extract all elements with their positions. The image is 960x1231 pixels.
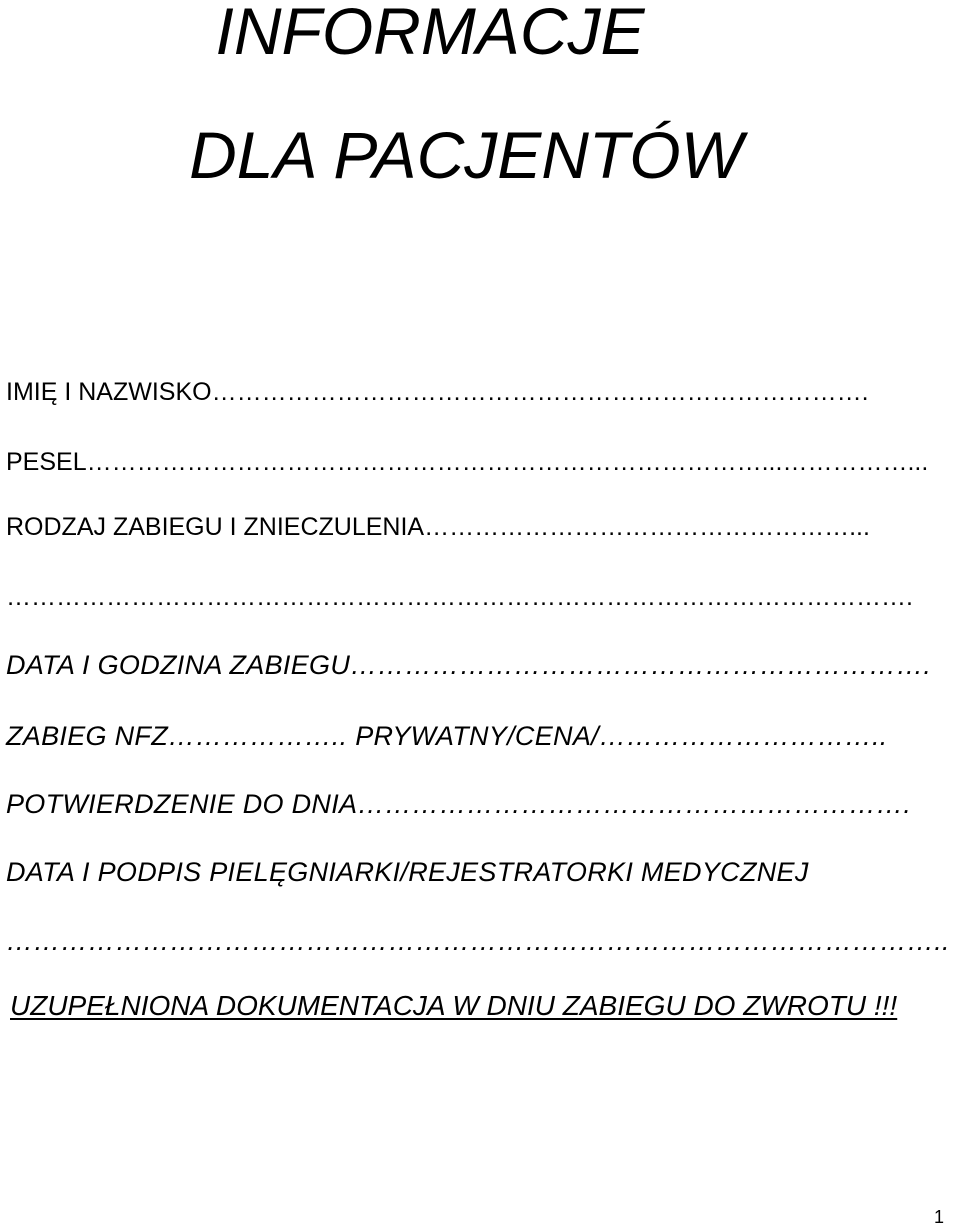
procedure-date-field: DATA I GODZINA ZABIEGU………………………………………………………. xyxy=(6,650,932,680)
nfz-private-price-field: ZABIEG NFZ……………….. PRYWATNY/CENA/………………………….. xyxy=(6,721,888,751)
signature-field: ………………………………………………………………………………………….. xyxy=(6,926,950,956)
confirmation-date-field: POTWIERDZENIE DO DNIA……………………………………………………. xyxy=(6,789,912,819)
return-documentation-notice: UZUPEŁNIONA DOKUMENTACJA W DNIU ZABIEGU DO ZWROTU !!! xyxy=(10,990,898,1021)
procedure-type-field: RODZAJ ZABIEGU I ZNIECZULENIA……………………………………………... xyxy=(6,513,870,541)
page-number: 1 xyxy=(933,1207,944,1227)
page-title-line-1: INFORMACJE xyxy=(215,0,645,68)
patient-name-field: IMIĘ I NAZWISKO……………………………………………………………………. xyxy=(6,378,869,406)
pesel-field: PESEL………………………………………………………………………...……………... xyxy=(6,448,929,476)
page-title-line-2: DLA PACJENTÓW xyxy=(189,118,743,192)
signature-label: DATA I PODPIS PIELĘGNIARKI/REJESTRATORKI MEDYCZNEJ xyxy=(6,857,809,887)
procedure-type-continuation: ………………………………………………………………………………………………. xyxy=(6,583,913,611)
